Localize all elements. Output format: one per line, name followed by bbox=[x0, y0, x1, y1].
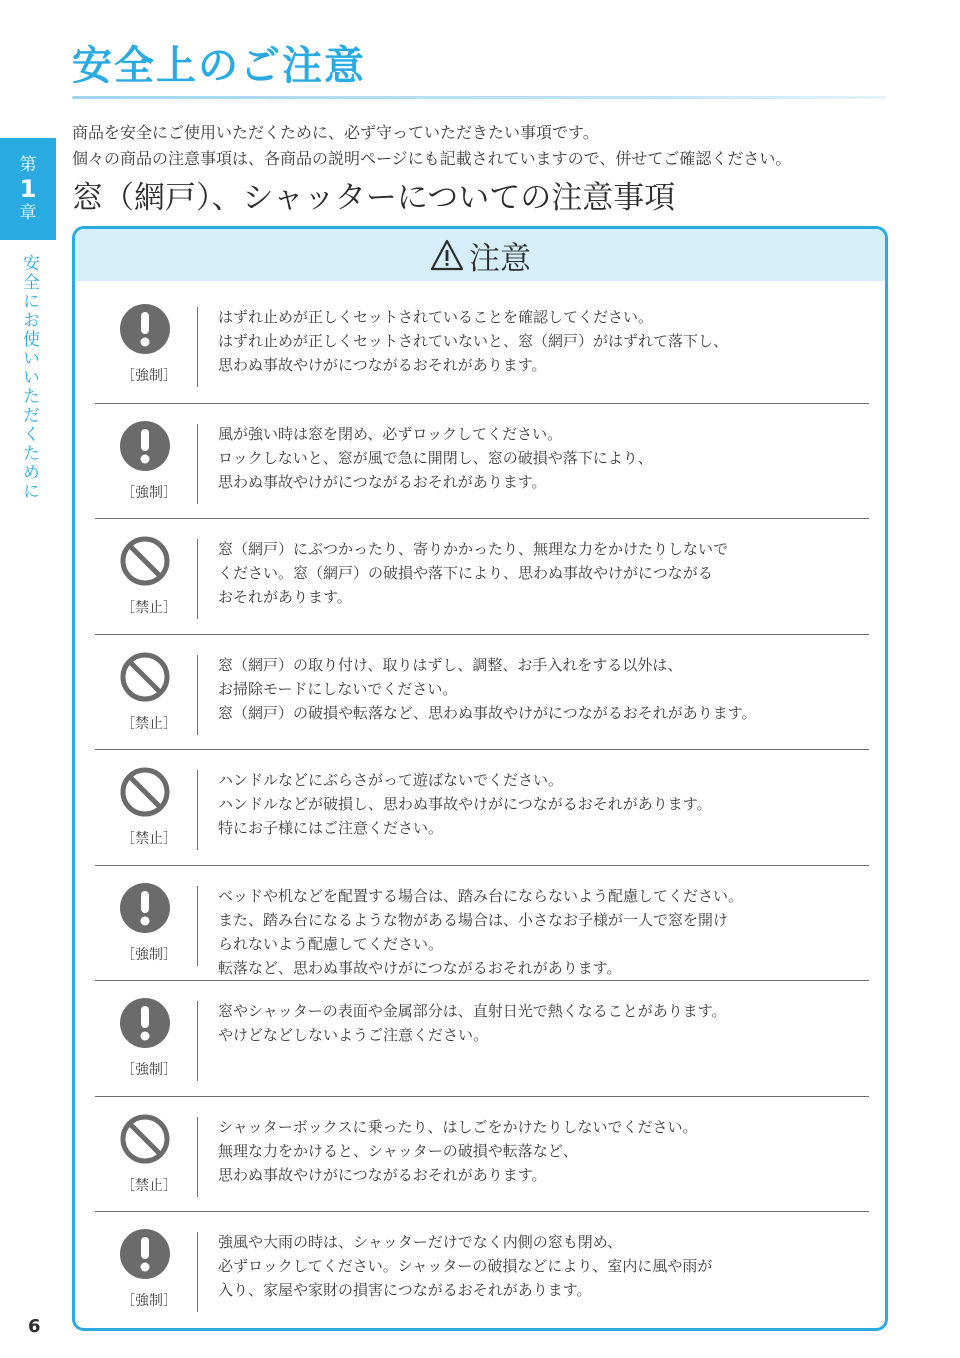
caution-header bbox=[75, 229, 885, 281]
symbol-label: ［強制］ bbox=[121, 1062, 177, 1078]
caution-text bbox=[218, 884, 868, 980]
page-title: 安全上のご注意 bbox=[72, 43, 366, 89]
exclamation-icon bbox=[119, 882, 171, 934]
caution-text-line: はずれ止めが正しくセットされていることを確認してください。 bbox=[218, 308, 654, 326]
caution-text-line: ベッドや机などを配置する場合は、踏み台にならないよう配慮してください。 bbox=[218, 886, 744, 905]
prohibited-icon bbox=[119, 535, 171, 587]
symbol-label: ［強制］ bbox=[121, 946, 177, 963]
caution-text-line: られないよう配慮してください。 bbox=[218, 934, 444, 953]
caution-text-line: 窓やシャッターの表面や金属部分は、直射日光で熱くなることがあります。 bbox=[218, 1002, 727, 1020]
caution-text-line: ハンドルなどにぶらさがって遊ばないでください。 bbox=[218, 771, 564, 789]
section-heading: 窓（網戸）、シャッターについての注意事項 bbox=[72, 180, 676, 216]
divider bbox=[197, 770, 198, 850]
divider bbox=[197, 307, 198, 387]
caution-item-mandatory bbox=[95, 865, 869, 981]
symbol-label: ［強制］ bbox=[121, 484, 177, 501]
caution-text-line: 転落など、思わぬ事故やけがにつながるおそれがあります。 bbox=[218, 958, 622, 977]
caution-item-mandatory bbox=[95, 980, 869, 1096]
caution-text-line: 特にお子様にはご注意ください。 bbox=[218, 819, 444, 837]
intro-line: 商品を安全にご使用いただくために、必ず守っていただきたい事項です。 bbox=[72, 123, 599, 142]
divider bbox=[197, 886, 198, 966]
exclamation-icon bbox=[119, 997, 171, 1049]
caution-text bbox=[218, 422, 868, 494]
chapter-label-bottom: 章 bbox=[19, 203, 37, 223]
symbol-label: ［禁止］ bbox=[121, 1177, 177, 1194]
caution-text bbox=[218, 999, 868, 1047]
caution-text-line: 思わぬ事故やけがにつながるおそれがあります。 bbox=[218, 1165, 547, 1184]
caution-header-label: 注意 bbox=[469, 240, 531, 277]
divider bbox=[197, 424, 198, 504]
caution-item-mandatory bbox=[95, 287, 869, 402]
exclamation-icon bbox=[119, 1228, 171, 1280]
divider bbox=[197, 655, 198, 735]
chapter-label-top: 第 bbox=[19, 155, 37, 175]
caution-text bbox=[218, 305, 868, 377]
caution-text-line: おそれがあります。 bbox=[218, 588, 352, 606]
divider bbox=[197, 539, 198, 619]
chapter-number: 1 bbox=[19, 175, 37, 203]
prohibited-icon bbox=[119, 766, 171, 818]
caution-item-prohibited bbox=[95, 1096, 869, 1212]
symbol-label: ［強制］ bbox=[121, 1293, 177, 1309]
caution-text-line: 窓（網戸）にぶつかったり、寄りかかったり、無理な力をかけたりしないで bbox=[218, 540, 729, 558]
caution-text-line: ください。窓（網戸）の破損や落下により、思わぬ事故やけがにつながる bbox=[218, 564, 713, 582]
caution-text-line: お掃除モードにしないでください。 bbox=[218, 679, 458, 698]
caution-item-prohibited bbox=[95, 518, 869, 634]
symbol-label: ［禁止］ bbox=[121, 600, 177, 616]
caution-text-line: シャッターボックスに乗ったり、はしごをかけたりしないでください。 bbox=[218, 1117, 698, 1136]
caution-text-line: 思わぬ事故やけがにつながるおそれがあります。 bbox=[218, 356, 547, 374]
exclamation-icon bbox=[119, 420, 171, 472]
divider bbox=[197, 1232, 198, 1312]
caution-box bbox=[72, 226, 888, 1331]
symbol-label: ［禁止］ bbox=[121, 831, 177, 847]
caution-text bbox=[218, 1115, 868, 1187]
caution-item-mandatory bbox=[95, 403, 869, 519]
prohibited-icon bbox=[119, 651, 171, 703]
divider bbox=[197, 1001, 198, 1081]
symbol-label: ［強制］ bbox=[121, 368, 177, 384]
title-underline bbox=[72, 96, 886, 99]
chapter-side-title: 安全にお使いいただくために bbox=[19, 254, 39, 501]
caution-text bbox=[218, 537, 868, 609]
caution-text-line: 必ずロックしてください。シャッターの破損などにより、室内に風や雨が bbox=[218, 1257, 713, 1275]
chapter-tab bbox=[0, 138, 56, 240]
caution-text-line: ハンドルなどが破損し、思わぬ事故やけがにつながるおそれがあります。 bbox=[218, 795, 712, 813]
caution-item-mandatory bbox=[95, 1211, 869, 1327]
divider bbox=[197, 1117, 198, 1197]
caution-text-line: 窓（網戸）の破損や転落など、思わぬ事故やけがにつながるおそれがあります。 bbox=[218, 703, 757, 722]
intro-line: 個々の商品の注意事項は、各商品の説明ページにも記載されていますので、併せてご確認ください。 bbox=[72, 149, 792, 168]
caution-text-line: やけどなどしないようご注意ください。 bbox=[218, 1026, 489, 1044]
caution-text bbox=[218, 1230, 868, 1302]
exclamation-icon bbox=[119, 303, 171, 355]
page-number: 6 bbox=[28, 1316, 41, 1337]
caution-text bbox=[218, 768, 868, 840]
symbol-label: ［禁止］ bbox=[121, 715, 177, 732]
caution-text-line: はずれ止めが正しくセットされていないと、窓（網戸）がはずれて落下し、 bbox=[218, 332, 729, 350]
caution-text-line: 無理な力をかけると、シャッターの破損や転落など、 bbox=[218, 1141, 578, 1160]
caution-text-line: 強風や大雨の時は、シャッターだけでなく内側の窓も閉め、 bbox=[218, 1233, 623, 1251]
caution-text-line: 入り、家屋や家財の損害につながるおそれがあります。 bbox=[218, 1281, 592, 1299]
caution-text-line: 窓（網戸）の取り付け、取りはずし、調整、お手入れをする以外は、 bbox=[218, 655, 683, 674]
intro-text bbox=[72, 120, 902, 172]
caution-text bbox=[218, 653, 868, 725]
prohibited-icon bbox=[119, 1113, 171, 1165]
caution-item-prohibited bbox=[95, 749, 869, 865]
caution-text-line: ロックしないと、窓が風で急に開閉し、窓の破損や落下により、 bbox=[218, 448, 653, 467]
caution-text-line: 風が強い時は窓を閉め、必ずロックしてください。 bbox=[218, 424, 563, 443]
caution-item-prohibited bbox=[95, 634, 869, 750]
caution-text-line: また、踏み台になるような物がある場合は、小さなお子様が一人で窓を開け bbox=[218, 910, 729, 929]
warning-triangle-icon bbox=[429, 238, 465, 272]
caution-text-line: 思わぬ事故やけがにつながるおそれがあります。 bbox=[218, 472, 547, 491]
